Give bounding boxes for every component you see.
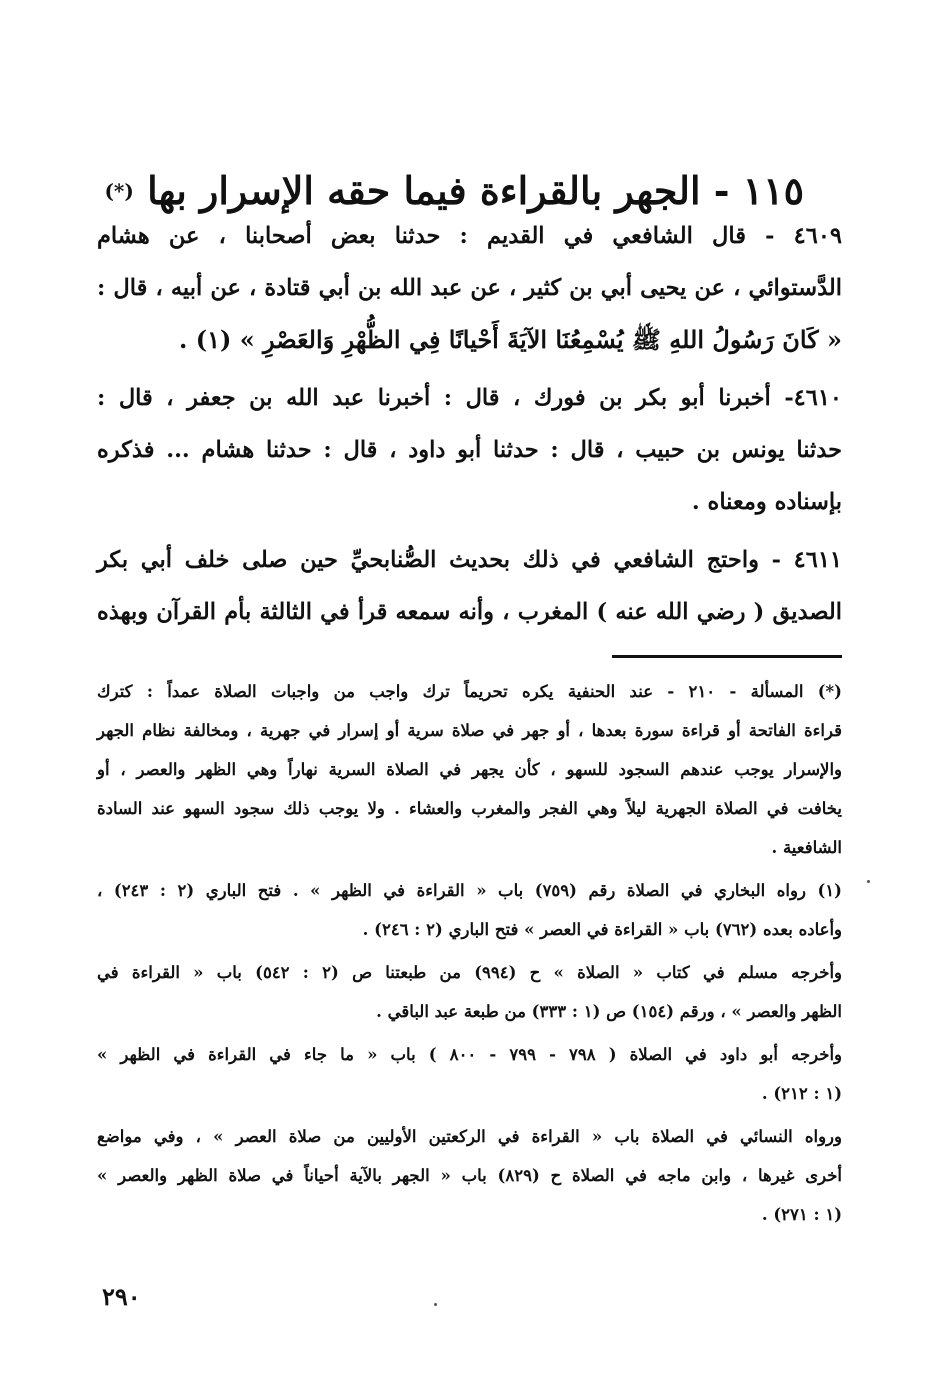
text-line: ٤٦١٠- أخبرنا أبو بكر بن فورك ، قال : أخبرنا عبد الله بن جعفر ، قال : [97,385,842,411]
section-number: ١١٥ [742,168,804,214]
footnote-line: يخافت في الصلاة الجهرية ليلاً وهي الفجر والمغرب والعشاء . ولا يوجب ذلك سجود السهو عند السادة [97,799,842,818]
footnote-line: وأعاده بعده (٧٦٢) باب « القراءة في العصر » فتح الباري (٢ : ٢٤٦) . [362,920,842,939]
footnote-line: قراءة الفاتحة أو قراءة سورة بعدها ، أو جهر في صلاة سرية أو إسرار في جهرية ، ومخالفة نظام الجهر [97,721,842,740]
text-line: الصديق ( رضي الله عنه ) المغرب ، وأنه سمعه قرأ في الثالثة بأم القرآن وبهذه [97,599,842,625]
footnote-line: أخرى غيرها ، وابن ماجه في الصلاة ح (٨٢٩) باب « الجهر بالآية أحياناً في صلاة الظهر والعصر » [97,1166,842,1185]
scan-speck [434,1303,437,1306]
footnote-abu-dawud [97,1035,842,1113]
footnote-line: (١ : ٢٧١) . [761,1205,842,1224]
footnote-line: والإسرار يوجب عندهم السجود للسهو ، كأن يجهر في الصلاة السرية نهاراً وهي الظهر والعصر ، أو [97,760,842,779]
paragraph-4609 [97,210,842,366]
footnote-line: (١ : ٢١٢) . [761,1084,842,1103]
page-number: ٢٩٠ [102,1282,141,1311]
footnote-nasai [97,1117,842,1234]
footnote-line: ورواه النسائي في الصلاة باب « القراءة في الركعتين الأوليين من صلاة العصر » ، وفي مواضع [97,1127,842,1146]
footnote-line: وأخرجه مسلم في كتاب « الصلاة » ح (٩٩٤) من طبعتنا ص (٢ : ٥٤٢) باب « القراءة في [97,963,842,982]
footnote-line: (١) رواه البخاري في الصلاة رقم (٧٥٩) باب « القراءة في الظهر » . فتح الباري (٢ : ٢٤٣) ، [97,881,842,900]
text-line: الدَّستوائي ، عن يحيى أبي بن كثير ، عن عبد الله بن أبي قتادة ، عن أبيه ، قال : [97,275,842,301]
footnote-marker: (*) [104,179,134,204]
footnote-line: وأخرجه أبو داود في الصلاة ( ٧٩٨ - ٧٩٩ - ٨٠٠ ) باب « ما جاء في القراءة في الظهر » [97,1045,842,1064]
text-line: حدثنا يونس بن حبيب ، قال : حدثنا أبو داود ، قال : حدثنا هشام ... فذكره [97,437,842,463]
footnote-divider [612,655,842,658]
footnotes [97,672,842,1238]
footnote-star [97,672,842,867]
footnote-line: الظهر والعصر » ، ورقم (١٥٤) ص (١ : ٣٣٣) من طبعة عبد الباقي . [376,1002,842,1021]
footnote-1 [97,871,842,949]
scan-speck [867,880,870,883]
footnote-muslim [97,953,842,1031]
footnote-line: الشافعية . [771,838,842,857]
text-line: بإسناده ومعناه . [691,489,842,515]
footnote-line: (*) المسألة - ٢١٠ - عند الحنفية يكره تحريماً ترك واجب من واجبات الصلاة عمداً : كترك [97,682,842,701]
paragraph-4610 [97,372,842,528]
section-title-text: - الجهر بالقراءة فيما حقه الإسرار بها [147,168,730,214]
text-line: ٤٦١١ - واحتج الشافعي في ذلك بحديث الصُّنابحيِّ حين صلى خلف أبي بكر [97,547,842,573]
main-text [97,210,842,644]
paragraph-4611 [97,534,842,638]
text-line: ٤٦٠٩ - قال الشافعي في القديم : حدثنا بعض أصحابنا ، عن هشام [97,223,842,249]
hadith-quote: « كَانَ رَسُولُ اللهِ ﷺ يُسْمِعُنَا الآيَةَ أَحْيانًا فِي الظُّهْرِ وَالعَصْرِ » (١) . [179,325,842,354]
